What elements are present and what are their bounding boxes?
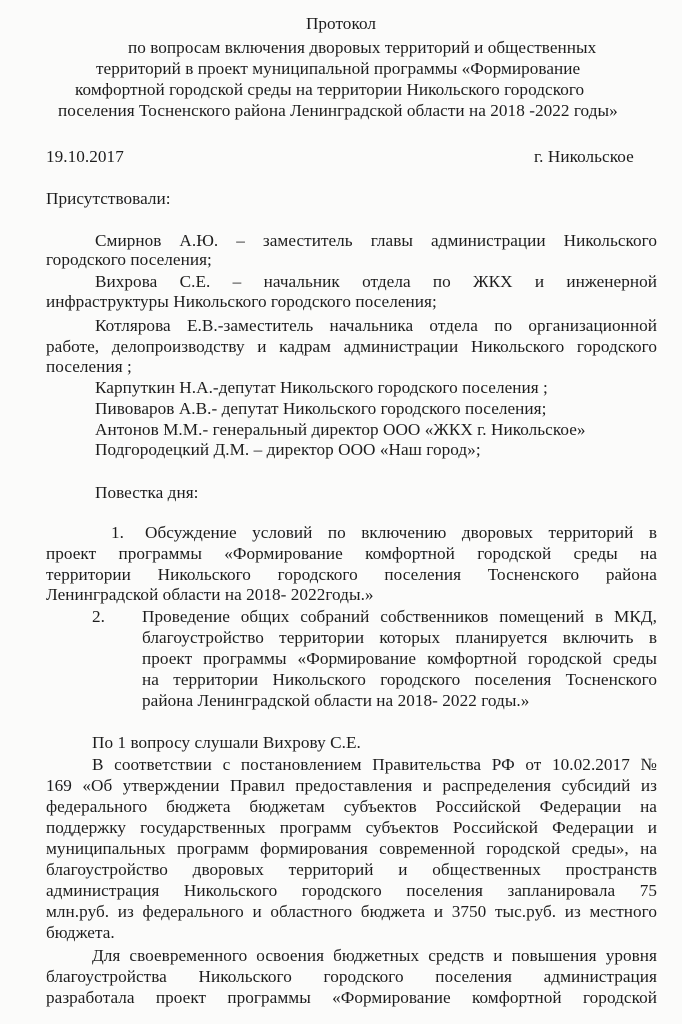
paragraph-line: разработала проект программы «Формирование комфортной городской <box>46 988 657 1007</box>
agenda-item-number: 1. <box>111 523 124 542</box>
attendee-line: инфраструктуры Никольского городского поселения; <box>46 292 437 311</box>
paragraph-line: млн.руб. из федерального и областного бюджета и 3750 тыс.руб. из местного <box>46 902 657 921</box>
document-date: 19.10.2017 <box>46 147 124 166</box>
attendee-line: Котлярова Е.В.-заместитель начальника отдела по организационной <box>95 316 657 335</box>
agenda-item-line: проект программы «Формирование комфортной городской среды <box>142 649 657 668</box>
attendee-line: Антонов М.М.- генеральный директор ООО «ЖКХ г. Никольское» <box>95 420 586 439</box>
agenda-item-line: благоустройство территории которых планируется включить в <box>142 628 657 647</box>
paragraph-line: 169 «Об утверждении Правил предоставления и распределения субсидий из <box>46 776 657 795</box>
agenda-item-line: Проведение общих собраний собственников помещений в МКД, <box>142 607 657 626</box>
attendees-heading: Присутствовали: <box>46 189 171 208</box>
paragraph-line: поддержку государственных программ субъектов Российской Федерации и <box>46 818 657 837</box>
paragraph-line: администрация Никольского городского поселения запланировала 75 <box>46 881 657 900</box>
agenda-item-line: на территории Никольского городского поселения Тосненского <box>142 670 657 689</box>
attendee-line: городского поселения; <box>46 250 212 269</box>
agenda-heading: Повестка дня: <box>95 483 199 502</box>
document-place: г. Никольское <box>534 147 634 166</box>
paragraph-line: благоустройство дворовых территорий и общественных пространств <box>46 860 657 879</box>
question-line: По 1 вопросу слушали Вихрову С.Е. <box>92 733 361 752</box>
attendee-line: поселения ; <box>46 357 132 376</box>
paragraph-line: федерального бюджета бюджетам субъектов Российской Федерации на <box>46 797 657 816</box>
attendee-line: Пивоваров А.В.- депутат Никольского городского поселения; <box>95 399 547 418</box>
subtitle-line: поселения Тосненского района Ленинградской области на 2018 -2022 годы» <box>58 101 618 120</box>
agenda-item-line: района Ленинградской области на 2018- 2022 годы.» <box>142 691 530 710</box>
attendee-line: работе, делопроизводству и кадрам администрации Никольского городского <box>46 337 657 356</box>
paragraph-line: благоустройства Никольского городского поселения администрация <box>46 967 657 986</box>
attendee-line: Вихрова С.Е. – начальник отдела по ЖКХ и инженерной <box>95 272 657 291</box>
agenda-item-line: территории Никольского городского поселения Тосненского района <box>46 565 657 584</box>
subtitle-line: по вопросам включения дворовых территорий и общественных <box>128 38 597 57</box>
agenda-item-line: Обсуждение условий по включению дворовых территорий в <box>145 523 657 542</box>
subtitle-line: территорий в проект муниципальной программы «Формирование <box>96 59 581 78</box>
agenda-item-number: 2. <box>92 607 105 626</box>
paragraph-line: Для своевременного освоения бюджетных средств и повышения уровня <box>92 946 657 965</box>
attendee-line: Карпуткин Н.А.-депутат Никольского городского поселения ; <box>95 378 548 397</box>
subtitle-line: комфортной городской среды на территории Никольского городского <box>75 80 585 99</box>
paragraph-line: бюджета. <box>46 923 115 942</box>
agenda-item-line: Ленинградской области на 2018- 2022годы.» <box>46 585 374 604</box>
attendee-line: Смирнов А.Ю. – заместитель главы администрации Никольского <box>95 231 657 250</box>
paragraph-line: В соответствии с постановлением Правительства РФ от 10.02.2017 № <box>92 755 657 774</box>
paragraph-line: муниципальных программ формирования современной городской среды», на <box>46 839 657 858</box>
document-title: Протокол <box>305 14 377 33</box>
agenda-item-line: проект программы «Формирование комфортной городской среды на <box>46 544 657 563</box>
attendee-line: Подгородецкий Д.М. – директор ООО «Наш город»; <box>95 440 481 459</box>
